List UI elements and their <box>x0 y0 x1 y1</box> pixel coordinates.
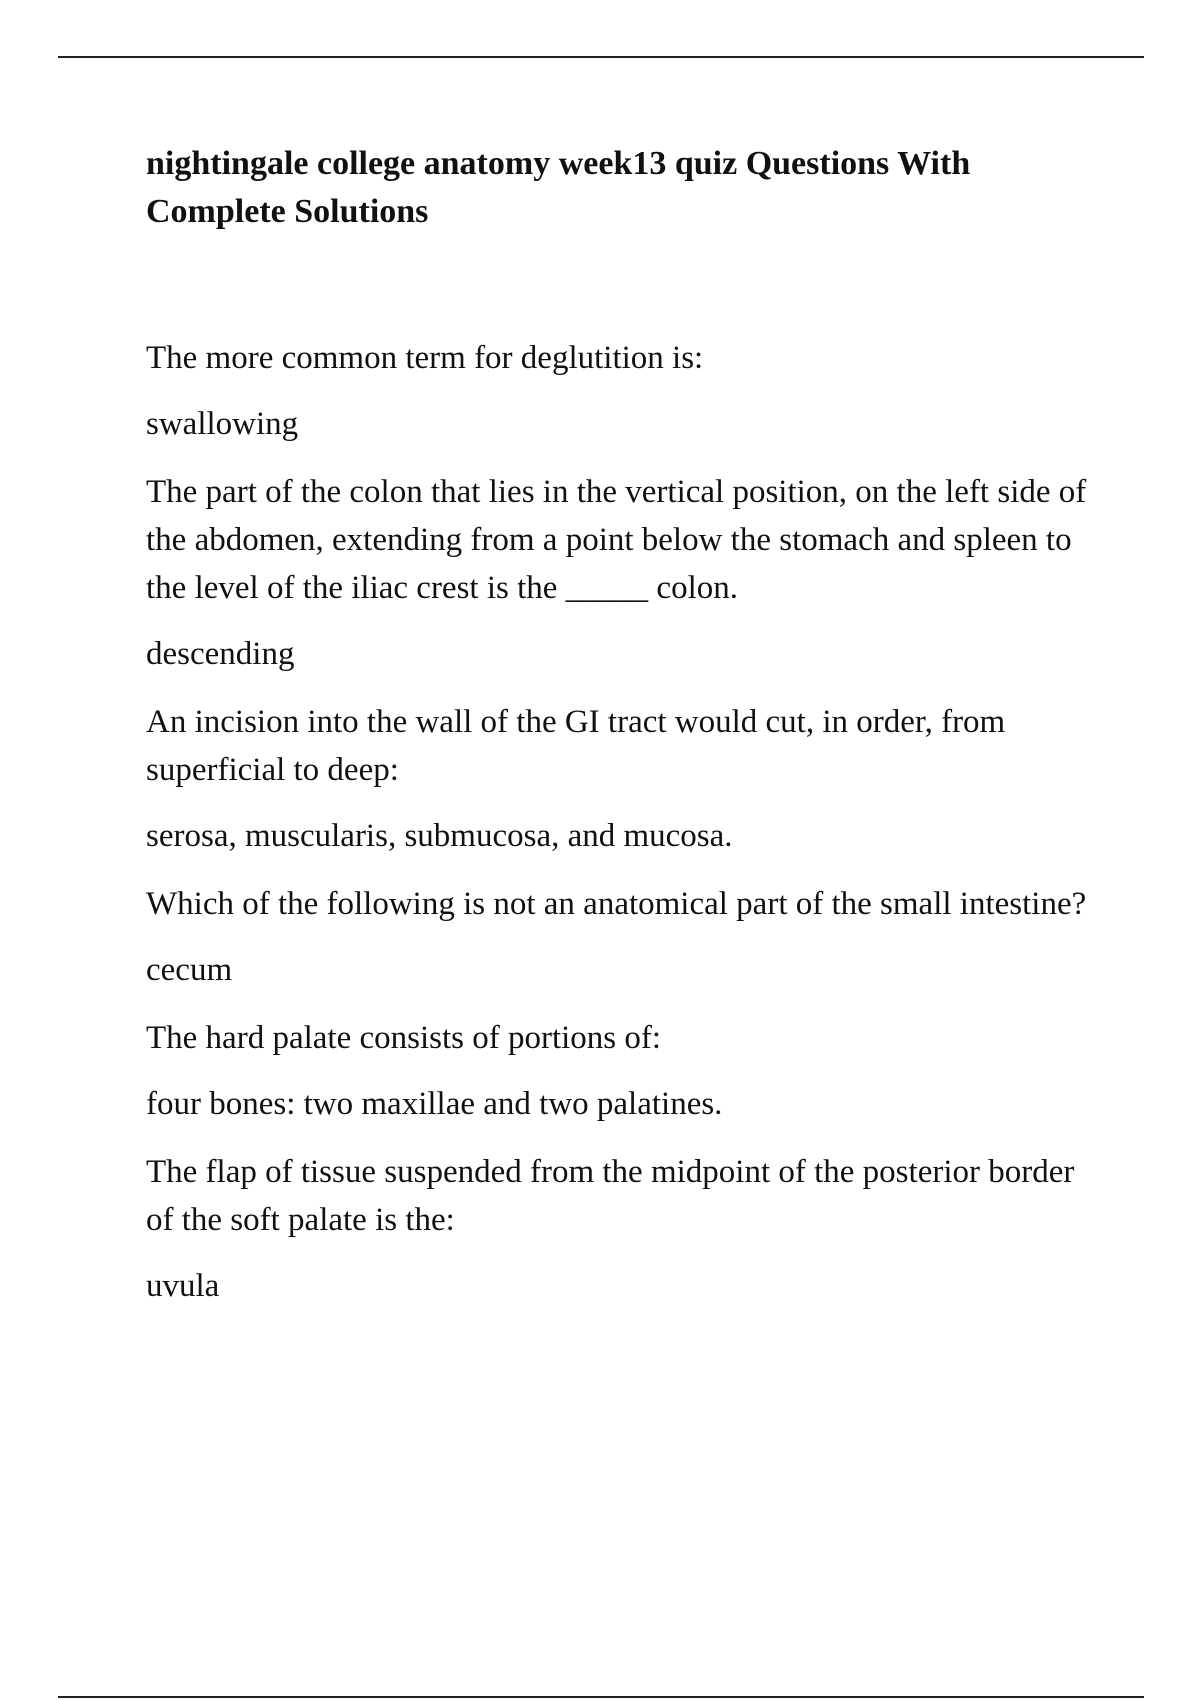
qa-item <box>146 880 1096 994</box>
answer-text: four bones: two maxillae and two palatines. <box>146 1086 723 1122</box>
document-body <box>146 140 1096 1330</box>
answer-text: serosa, muscularis, submucosa, and mucosa. <box>146 818 733 854</box>
question-text: The hard palate consists of portions of: <box>146 1020 662 1056</box>
question-text: The part of the colon that lies in the vertical position, on the left side of the abdomen, extending from a point below the stomach and spleen to the level of the iliac crest is the _____ colon. <box>146 474 1087 606</box>
qa-item <box>146 1014 1096 1128</box>
qa-item <box>146 334 1096 448</box>
answer-text: descending <box>146 636 295 672</box>
top-divider <box>58 56 1144 58</box>
answer-text: uvula <box>146 1268 220 1304</box>
bottom-divider <box>58 1696 1144 1698</box>
qa-item <box>146 1148 1096 1310</box>
qa-list <box>146 334 1096 1310</box>
qa-item <box>146 698 1096 860</box>
qa-item <box>146 468 1096 678</box>
question-text: The more common term for deglutition is: <box>146 340 704 376</box>
answer-text: swallowing <box>146 406 299 442</box>
document-title: nightingale college anatomy week13 quiz Questions With Complete Solutions <box>146 145 971 230</box>
question-text: An incision into the wall of the GI tract would cut, in order, from superficial to deep: <box>146 704 1006 788</box>
answer-text: cecum <box>146 952 233 988</box>
question-text: The flap of tissue suspended from the midpoint of the posterior border of the soft palate is the: <box>146 1154 1075 1238</box>
question-text: Which of the following is not an anatomical part of the small intestine? <box>146 886 1087 922</box>
